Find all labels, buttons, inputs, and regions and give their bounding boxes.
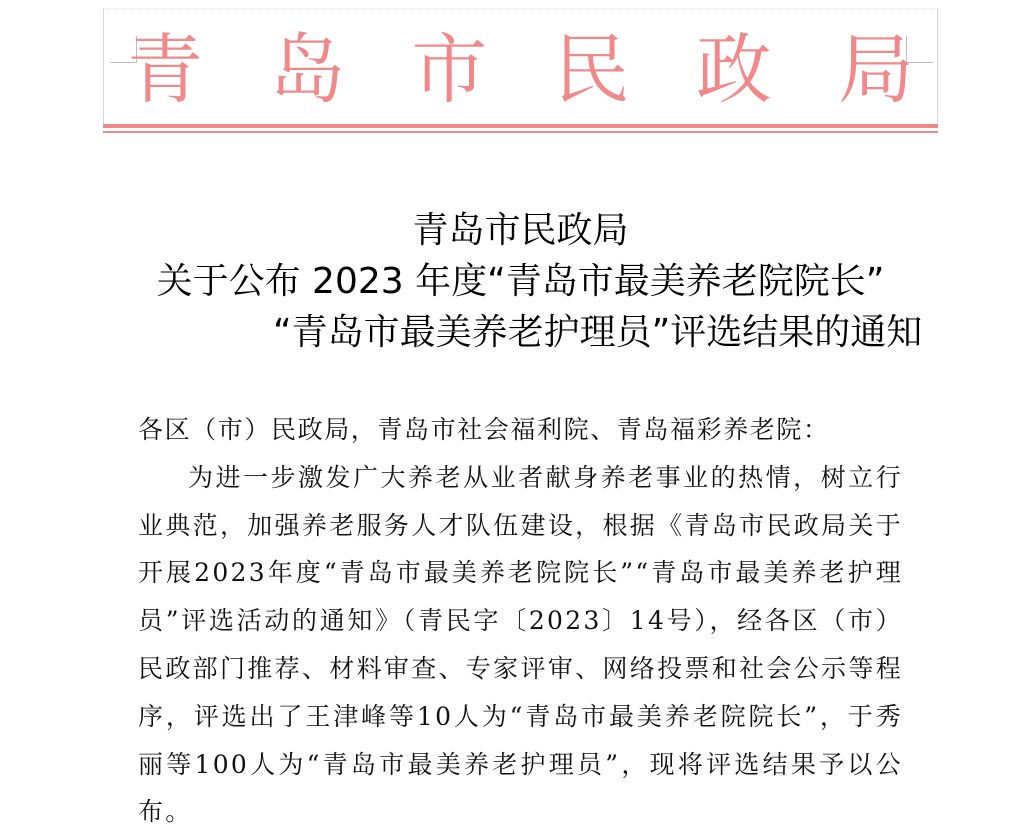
org-char: 市 (411, 25, 488, 114)
title-line-1: 青岛市民政局 (412, 210, 629, 251)
document-title (103, 205, 938, 358)
org-char: 岛 (269, 25, 346, 114)
title-line-2: 关于公布 2023 年度“青岛市最美养老院院长” (156, 261, 885, 302)
org-char: 青 (127, 25, 203, 114)
salutation: 各区（市）民政局，青岛市社会福利院、青岛福彩养老院： (138, 415, 830, 444)
org-char: 政 (695, 25, 772, 114)
organization-header (103, 22, 938, 118)
org-char: 民 (553, 25, 630, 114)
header-red-rule-thin (103, 131, 938, 133)
org-char: 局 (837, 25, 914, 114)
body-paragraph: 为进一步激发广大养老从业者献身养老事业的热情，树立行业典范，加强养老服务人才队伍建设，根据《青岛市民政局关于开展2023年度“青岛市最美养老院院长”“青岛市最美养老护理员”评选活动的通知》（青民字〔2023〕14号），经各区（市）民政部门推荐、材料审查、专家评审、网络投票和社会公示等程序，评选出了王津峰等10人为“青岛市最美养老院院长”，于秀丽等100人为“青岛市最美养老护理员”，现将评选结果予以公布。 (138, 462, 903, 827)
header-red-rule-thick (103, 124, 938, 128)
title-line-3: “青岛市最美养老护理员”评选结果的通知 (273, 312, 923, 353)
document-body (138, 406, 903, 836)
